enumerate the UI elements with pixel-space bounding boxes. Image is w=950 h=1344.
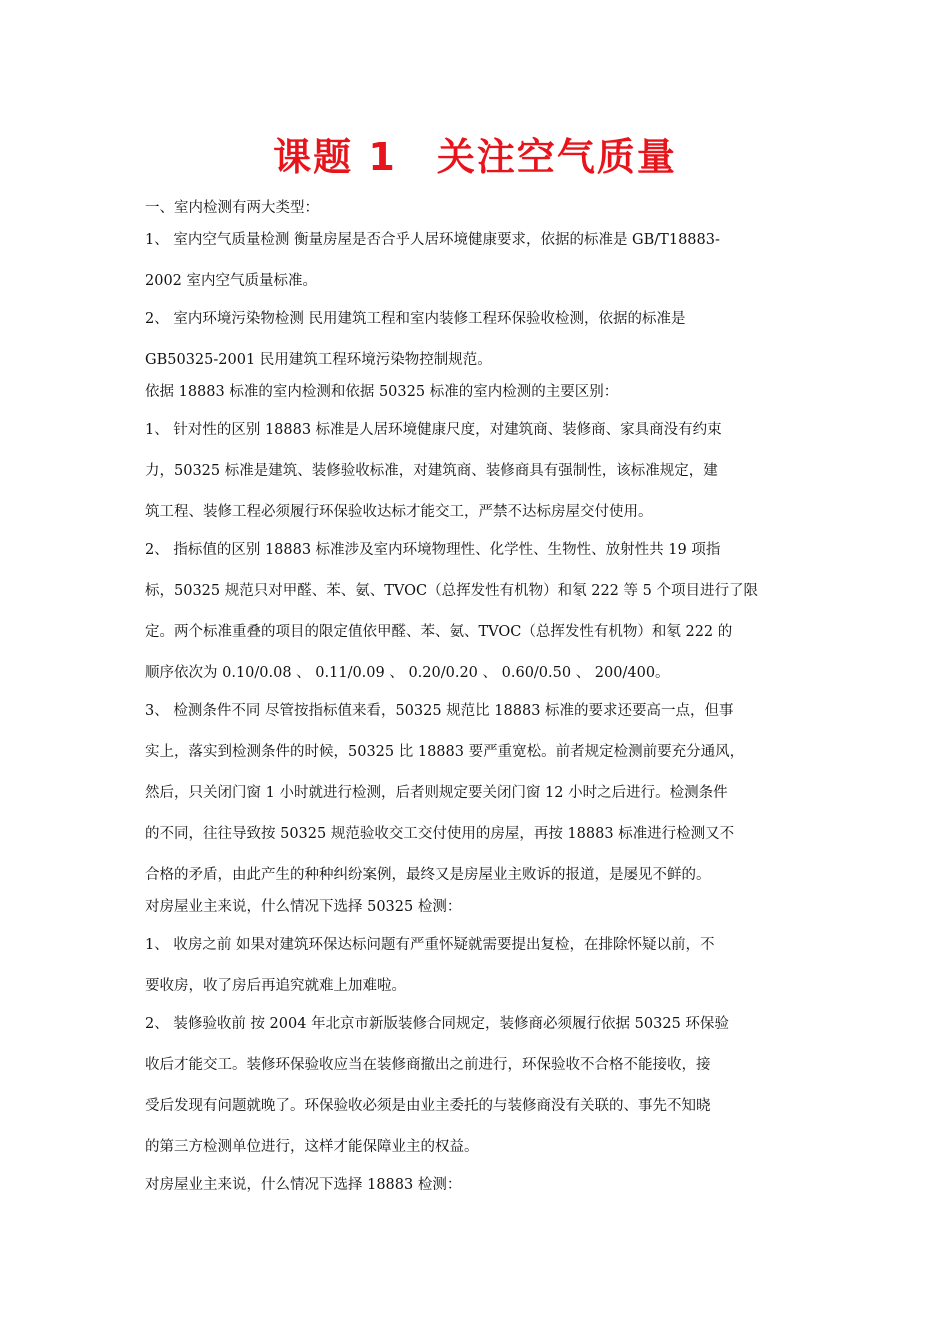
section-heading: 对房屋业主来说，什么情况下选择 18883 检测： (145, 1177, 462, 1193)
paragraph-line: 力，50325 标准是建筑、装修验收标准，对建筑商、装修商具有强制性，该标准规定，建 (145, 463, 718, 479)
section-heading: 一、室内检测有两大类型： (145, 200, 319, 216)
paragraph-line: 标，50325 规范只对甲醛、苯、氨、TVOC（总挥发性有机物）和氡 222 等 5 个项目进行了限 (145, 583, 758, 599)
paragraph-line: 定。两个标准重叠的项目的限定值依甲醛、苯、氨、TVOC（总挥发性有机物）和氡 222 的 (145, 624, 733, 640)
paragraph-line: 顺序依次为 0.10/0.08 、 0.11/0.09 、 0.20/0.20 、 0.60/0.50 、 200/400。 (145, 665, 670, 681)
paragraph-line: 1、 室内空气质量检测 衡量房屋是否合乎人居环境健康要求，依据的标准是 GB/T18883- (145, 232, 720, 248)
paragraph-line: 1、 收房之前 如果对建筑环保达标问题有严重怀疑就需要提出复检，在排除怀疑以前，不 (145, 937, 715, 953)
section-heading: 对房屋业主来说，什么情况下选择 50325 检测： (145, 899, 462, 915)
paragraph-line: 要收房，收了房后再追究就难上加难啦。 (145, 978, 406, 994)
paragraph-line: GB50325-2001 民用建筑工程环境污染物控制规范。 (145, 352, 492, 368)
page-title (0, 126, 950, 181)
paragraph-line: 实上，落实到检测条件的时候，50325 比 18883 要严重宽松。前者规定检测前要充分通风， (145, 744, 745, 760)
title-part-2: 关注空气质量 (436, 135, 677, 179)
document-body (145, 196, 810, 1198)
paragraph-line: 的不同，往往导致按 50325 规范验收交工交付使用的房屋，再按 18883 标准进行检测又不 (145, 826, 735, 842)
paragraph-line: 的第三方检测单位进行，这样才能保障业主的权益。 (145, 1139, 479, 1155)
paragraph-line: 1、 针对性的区别 18883 标准是人居环境健康尺度，对建筑商、装修商、家具商没有约束 (145, 422, 722, 438)
paragraph-line: 2、 装修验收前 按 2004 年北京市新版装修合同规定，装修商必须履行依据 50325 环保验 (145, 1016, 729, 1032)
paragraph-line: 3、 检测条件不同 尽管按指标值来看，50325 规范比 18883 标准的要求还要高一点，但事 (145, 703, 734, 719)
title-part-1: 课题 1 (273, 135, 397, 179)
section-heading: 依据 18883 标准的室内检测和依据 50325 标准的室内检测的主要区别： (145, 384, 619, 400)
paragraph-line: 筑工程、装修工程必须履行环保验收达标才能交工，严禁不达标房屋交付使用。 (145, 504, 653, 520)
paragraph-line: 2、 指标值的区别 18883 标准涉及室内环境物理性、化学性、生物性、放射性共 19 项指 (145, 542, 721, 558)
paragraph-line: 2、 室内环境污染物检测 民用建筑工程和室内装修工程环保验收检测，依据的标准是 (145, 311, 686, 327)
paragraph-line: 2002 室内空气质量标准。 (145, 273, 318, 289)
paragraph-line: 收后才能交工。装修环保验收应当在装修商撤出之前进行，环保验收不合格不能接收，接 (145, 1057, 711, 1073)
paragraph-line: 合格的矛盾，由此产生的种种纠纷案例，最终又是房屋业主败诉的报道，是屡见不鲜的。 (145, 867, 711, 883)
paragraph-line: 受后发现有问题就晚了。环保验收必须是由业主委托的与装修商没有关联的、事先不知晓 (145, 1098, 711, 1114)
paragraph-line: 然后，只关闭门窗 1 小时就进行检测，后者则规定要关闭门窗 12 小时之后进行。检测条件 (145, 785, 728, 801)
